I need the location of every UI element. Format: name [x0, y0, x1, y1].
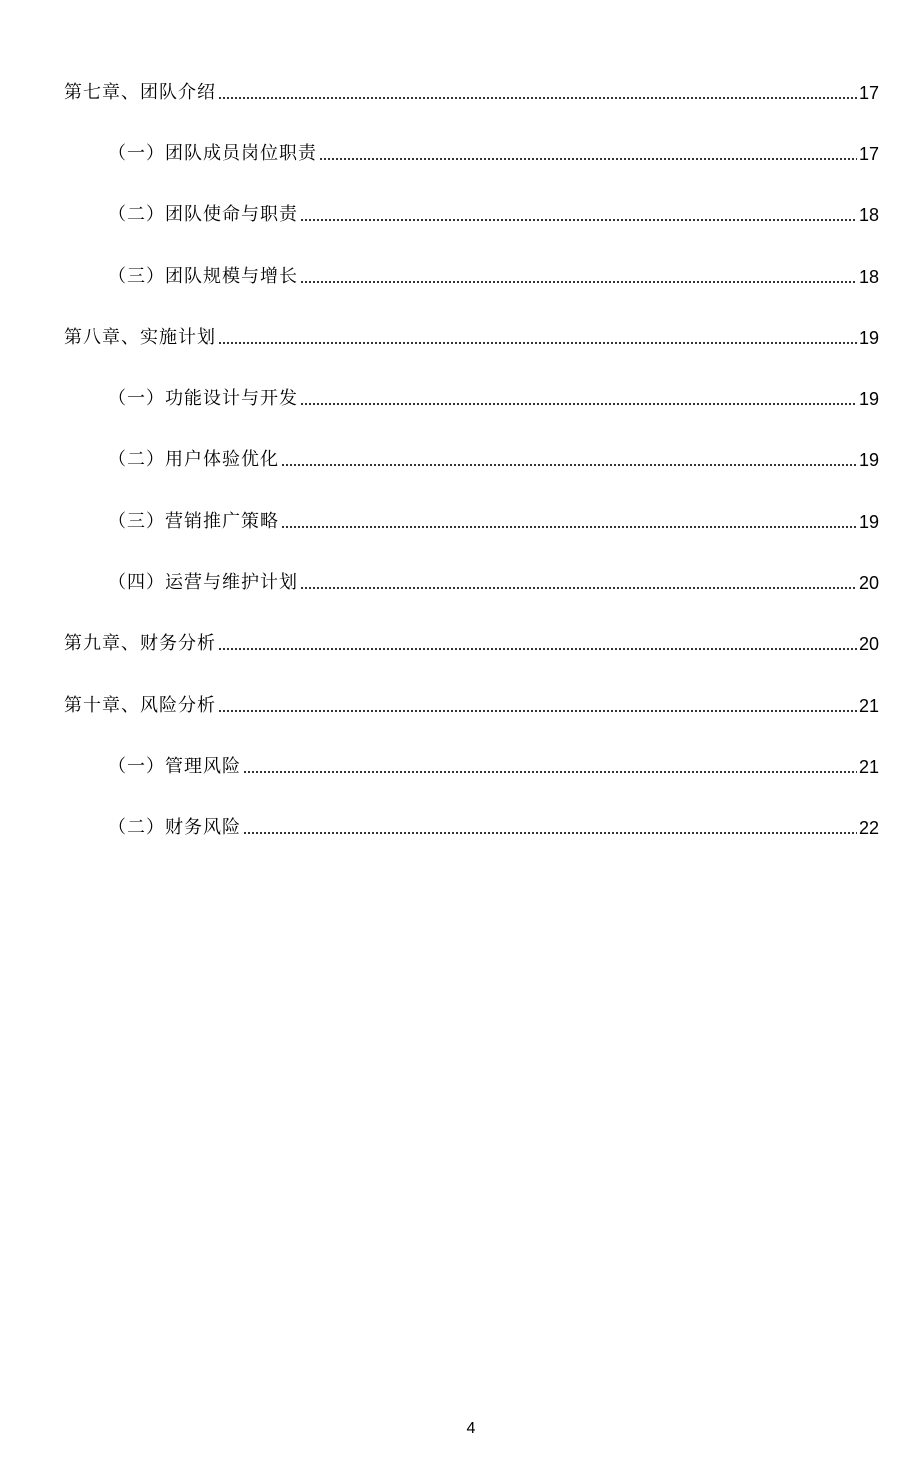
dot-leader [243, 770, 857, 774]
toc-entry-team-mission[interactable] [108, 200, 879, 226]
toc-entry-feature-design[interactable] [108, 384, 879, 410]
toc-entry-management-risk[interactable] [108, 752, 879, 778]
toc-entry-team-scale[interactable] [108, 262, 879, 288]
toc-entry-title: （一）功能设计与开发 [108, 388, 298, 409]
toc-entry-chapter-8[interactable] [64, 323, 879, 349]
toc-entry-title: （一）管理风险 [108, 756, 241, 777]
toc-entry-title: （二）用户体验优化 [108, 449, 279, 470]
toc-entry-title: （三）营销推广策略 [108, 511, 279, 532]
toc-entry-page: 19 [858, 389, 879, 409]
dot-leader [319, 157, 857, 161]
dot-leader [218, 647, 857, 651]
toc-entry-page: 20 [858, 573, 879, 593]
dot-leader [300, 218, 857, 222]
toc-entry-title: 第八章、实施计划 [64, 327, 216, 348]
toc-entry-team-roles[interactable] [108, 139, 879, 165]
dot-leader [281, 463, 857, 467]
toc-entry-page: 19 [858, 450, 879, 470]
dot-leader [218, 96, 857, 100]
toc-entry-page: 21 [858, 696, 879, 716]
dot-leader [281, 525, 857, 529]
toc-entry-chapter-7[interactable] [64, 78, 879, 104]
page-number: 4 [466, 1420, 476, 1437]
dot-leader [218, 341, 857, 345]
toc-entry-chapter-9[interactable] [64, 629, 879, 655]
toc-entry-page: 17 [858, 83, 879, 103]
dot-leader [300, 586, 857, 590]
toc-entry-title: （四）运营与维护计划 [108, 572, 298, 593]
dot-leader [300, 402, 857, 406]
toc-entry-title: （二）团队使命与职责 [108, 204, 298, 225]
toc-entry-title: 第九章、财务分析 [64, 633, 216, 654]
toc-entry-chapter-10[interactable] [64, 691, 879, 717]
toc-entry-page: 21 [858, 757, 879, 777]
toc-entry-page: 18 [858, 205, 879, 225]
toc-entry-page: 17 [858, 144, 879, 164]
toc-entry-financial-risk[interactable] [108, 813, 879, 839]
toc-entry-marketing[interactable] [108, 507, 879, 533]
dot-leader [300, 280, 857, 284]
toc-entry-title: 第十章、风险分析 [64, 695, 216, 716]
toc-entry-page: 18 [858, 267, 879, 287]
toc-entry-page: 19 [858, 328, 879, 348]
toc-entry-page: 22 [858, 818, 879, 838]
toc-entry-title: （一）团队成员岗位职责 [108, 143, 317, 164]
toc-entry-operations[interactable] [108, 568, 879, 594]
dot-leader [218, 709, 857, 713]
toc-entry-title: （三）团队规模与增长 [108, 266, 298, 287]
toc-entry-title: 第七章、团队介绍 [64, 82, 216, 103]
toc-entry-page: 19 [858, 512, 879, 532]
toc-entry-title: （二）财务风险 [108, 817, 241, 838]
dot-leader [243, 831, 857, 835]
toc-entry-ux-optimization[interactable] [108, 445, 879, 471]
toc-entry-page: 20 [858, 634, 879, 654]
